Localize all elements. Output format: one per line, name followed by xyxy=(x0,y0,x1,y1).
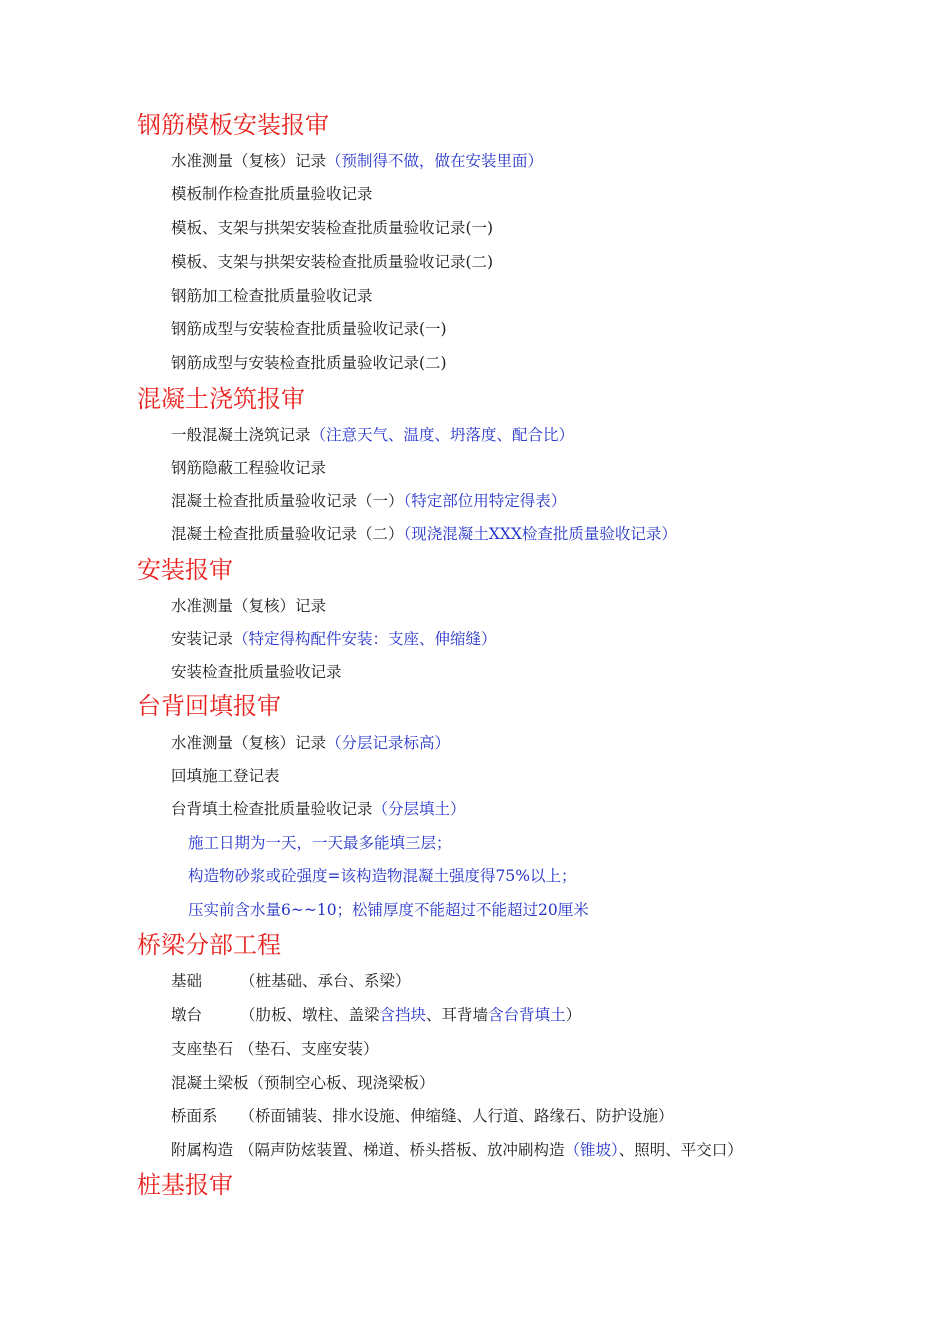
note-text: （特定得构配件安装：支座、伸缩缝） xyxy=(233,630,497,648)
list-item: 钢筋成型与安装检查批质量验收记录(一) xyxy=(171,320,447,338)
list-item: 台背填土检查批质量验收记录（分层填土） xyxy=(171,800,466,818)
list-item: 墩台 （肋板、墩柱、盖梁含挡块、耳背墙含台背填土） xyxy=(171,1006,582,1024)
list-item: 一般混凝土浇筑记录（注意天气、温度、坍落度、配合比） xyxy=(171,426,575,444)
section-heading-pile-foundation: 桩基报审 xyxy=(137,1171,233,1199)
list-item: 混凝土梁板（预制空心板、现浇梁板） xyxy=(171,1074,435,1092)
section-heading-bridge-division: 桥梁分部工程 xyxy=(137,931,281,959)
list-item: 钢筋隐蔽工程验收记录 xyxy=(171,459,327,477)
list-item: 水准测量（复核）记录（预制得不做，做在安装里面） xyxy=(171,152,544,170)
list-item: 混凝土检查批质量验收记录（一）（特定部位用特定得表） xyxy=(171,492,567,510)
list-item: 钢筋成型与安装检查批质量验收记录(二) xyxy=(171,354,447,372)
list-item: 安装记录（特定得构配件安装：支座、伸缩缝） xyxy=(171,630,497,648)
list-item: 模板制作检查批质量验收记录 xyxy=(171,185,373,203)
list-item: 水准测量（复核）记录 xyxy=(171,597,327,615)
list-item: 安装检查批质量验收记录 xyxy=(171,663,342,681)
note-line: 构造物砂浆或砼强度=该构造物混凝土强度得75%以上； xyxy=(188,867,577,885)
note-text: （现浇混凝土XXX检查批质量验收记录） xyxy=(403,525,677,543)
list-item: 附属构造 （隔声防炫装置、梯道、桥头搭板、放冲刷构造（锥坡）、照明、平交口） xyxy=(171,1141,743,1159)
section-heading-backfill: 台背回填报审 xyxy=(137,692,281,720)
list-item: 回填施工登记表 xyxy=(171,767,280,785)
note-text: （注意天气、温度、坍落度、配合比） xyxy=(310,426,575,444)
list-item: 模板、支架与拱架安装检查批质量验收记录(二) xyxy=(171,253,494,271)
note-text: （分层填土） xyxy=(372,800,466,818)
note-line: 压实前含水量6~~10；松铺厚度不能超过不能超过20厘米 xyxy=(188,901,589,919)
list-item: 基础 （桩基础、承台、系梁） xyxy=(171,972,411,990)
list-item: 桥面系 （桥面铺装、排水设施、伸缩缝、人行道、路缘石、防护设施） xyxy=(171,1107,674,1125)
list-item: 钢筋加工检查批质量验收记录 xyxy=(171,287,373,305)
section-heading-rebar-formwork: 钢筋模板安装报审 xyxy=(137,111,329,139)
list-item: 水准测量（复核）记录（分层记录标高） xyxy=(171,734,451,752)
list-item: 模板、支架与拱架安装检查批质量验收记录(一) xyxy=(171,219,494,237)
list-item: 混凝土检查批质量验收记录（二）（现浇混凝土XXX检查批质量验收记录） xyxy=(171,525,677,543)
note-text: （特定部位用特定得表） xyxy=(403,492,567,510)
list-item: 支座垫石 （垫石、支座安装） xyxy=(171,1040,379,1058)
note-text: （预制得不做，做在安装里面） xyxy=(326,152,544,170)
note-line: 施工日期为一天，一天最多能填三层； xyxy=(188,834,452,852)
section-heading-concrete-pouring: 混凝土浇筑报审 xyxy=(137,385,305,413)
section-heading-installation: 安装报审 xyxy=(137,556,233,584)
note-text: （分层记录标高） xyxy=(326,734,451,752)
